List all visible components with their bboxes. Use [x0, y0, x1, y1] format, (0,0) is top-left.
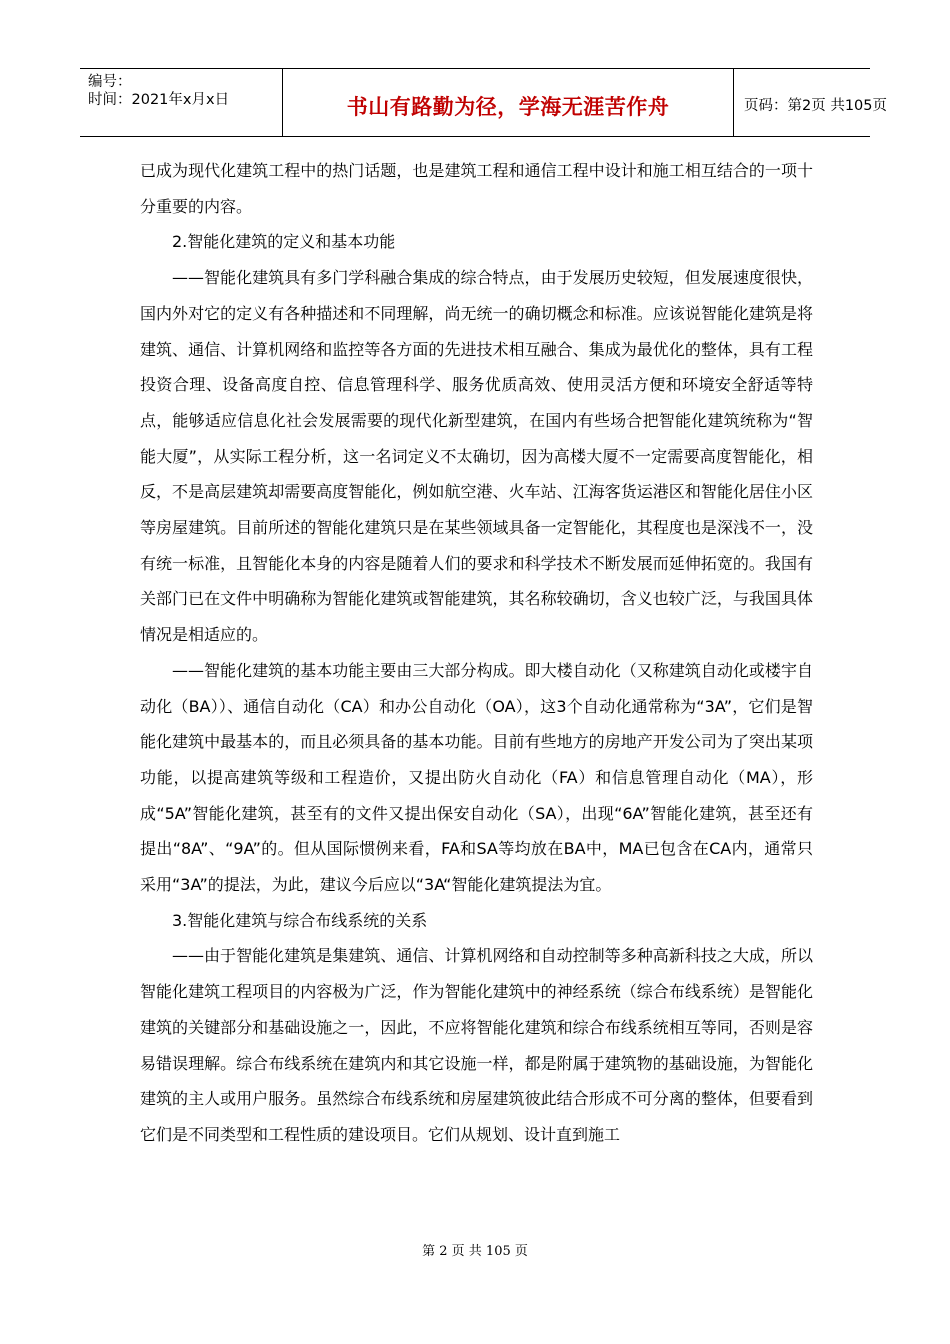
header-meta-cell	[80, 69, 283, 136]
paragraph-continuation: 已成为现代化建筑工程中的热门话题，也是建筑工程和通信工程中设计和施工相互结合的一项十分重要的内容。	[140, 161, 813, 216]
paragraph-cabling-relation: ——由于智能化建筑是集建筑、通信、计算机网络和自动控制等多种高新科技之大成，所以智能化建筑工程项目的内容极为广泛，作为智能化建筑中的神经系统（综合布线系统）是智能化建筑的关键部分和基础设施之一，因此，不应将智能化建筑和综合布线系统相互等同，否则是容易错误理解。综合布线系统在建筑内和其它设施一样，都是附属于建筑物的基础设施，为智能化建筑的主人或用户服务。虽然综合布线系统和房屋建筑彼此结合形成不可分离的整体，但要看到它们是不同类型和工程性质的建设项目。它们从规划、设计直到施工	[140, 946, 813, 1144]
header-page-cell	[734, 69, 888, 136]
document-number-label: 编号：	[88, 74, 132, 90]
document-body	[140, 153, 813, 1153]
section-heading-2: 2.智能化建筑的定义和基本功能	[172, 232, 396, 252]
header-motto-cell	[283, 69, 734, 136]
header-motto: 书山有路勤为径，学海无涯苦作舟	[346, 95, 670, 119]
document-time-label: 时间：2021年x月x日	[88, 92, 230, 108]
header-page-info: 页码：第2页 共105页	[744, 98, 888, 114]
paragraph-definition: ——智能化建筑具有多门学科融合集成的综合特点，由于发展历史较短，但发展速度很快，国内外对它的定义有各种描述和不同理解，尚无统一的确切概念和标准。应该说智能化建筑是将建筑、通信、计算机网络和监控等各方面的先进技术相互融合、集成为最优化的整体，具有工程投资合理、设备高度自控、信息管理科学、服务优质高效、使用灵活方便和环境安全舒适等特点，能够适应信息化社会发展需要的现代化新型建筑，在国内有些场合把智能化建筑统称为“智能大厦”，从实际工程分析，这一名词定义不太确切，因为高楼大厦不一定需要高度智能化，相反，不是高层建筑却需要高度智能化，例如航空港、火车站、江海客货运港区和智能化居住小区等房屋建筑。目前所述的智能化建筑只是在某些领域具备一定智能化，其程度也是深浅不一，没有统一标准，且智能化本身的内容是随着人们的要求和科学技术不断发展而延伸拓宽的。我国有关部门已在文件中明确称为智能化建筑或智能建筑，其名称较确切，含义也较广泛，与我国具体情况是相适应的。	[140, 268, 813, 645]
paragraph-basic-functions: ——智能化建筑的基本功能主要由三大部分构成。即大楼自动化（又称建筑自动化或楼宇自动化（BA））、通信自动化（CA）和办公自动化（OA），这3个自动化通常称为“3A”，它们是智能化建筑中最基本的，而且必须具备的基本功能。目前有些地方的房地产开发公司为了突出某项功能，以提高建筑等级和工程造价，又提出防火自动化（FA）和信息管理自动化（MA），形成“5A”智能化建筑，甚至有的文件又提出保安自动化（SA），出现“6A”智能化建筑，甚至还有提出“8A”、“9A”的。但从国际惯例来看，FA和SA等均放在BA中，MA已包含在CA内，通常只采用“3A”的提法，为此，建议今后应以“3A“智能化建筑提法为宜。	[140, 660, 813, 895]
document-header	[80, 68, 888, 137]
section-heading-3: 3.智能化建筑与综合布线系统的关系	[172, 910, 428, 930]
page-footer: 第 2 页 共 105 页	[422, 1244, 528, 1259]
